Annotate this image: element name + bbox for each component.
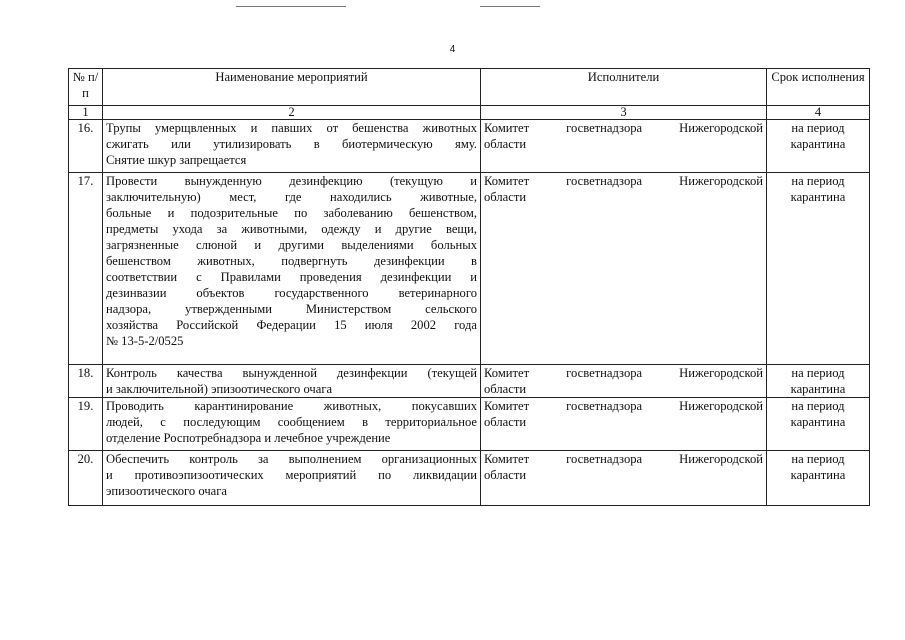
header-term: Срок исполнения <box>767 69 870 106</box>
header-executors: Исполнители <box>481 69 767 106</box>
measure-text-line: и противоэпизоотических мероприятий по ликвидации <box>106 468 477 482</box>
header-num: № п/п <box>69 69 103 106</box>
measure-text-line: Провести вынужденную дезинфекцию (текущую и <box>106 174 477 188</box>
measure-text-line: № 13-5-2/0525 <box>106 334 184 348</box>
measure-description <box>103 451 481 506</box>
column-numbers-row <box>69 106 870 120</box>
measure-text-line: Проводить карантинирование животных, покусавших <box>106 399 477 413</box>
executor <box>481 451 767 506</box>
measure-text-line: людей, с последующим сообщением в территориальное <box>106 415 477 429</box>
measure-description <box>103 173 481 365</box>
column-number: 2 <box>103 106 481 120</box>
measure-text-line: Трупы умерщвленных и павших от бешенства животных <box>106 121 477 135</box>
measure-text-line: Снятие шкур запрещается <box>106 153 247 167</box>
measure-text-line: Контроль качества вынужденной дезинфекции (текущей <box>106 366 477 380</box>
measure-description <box>103 365 481 398</box>
measure-description <box>103 120 481 173</box>
executor-text-line: Комитет госветнадзора Нижегородской <box>484 174 763 188</box>
executor-text-line: области <box>484 468 527 482</box>
scan-mark <box>236 6 346 7</box>
table-header-row <box>69 69 870 106</box>
executor <box>481 365 767 398</box>
measure-text-line: загрязненные слюной и другими выделениями больных <box>106 238 477 252</box>
term: на период карантина <box>767 120 870 173</box>
measure-text-line: сжигать или утилизировать в биотермическую яму. <box>106 137 477 151</box>
table-row <box>69 451 870 506</box>
measure-text-line: Обеспечить контроль за выполнением организационных <box>106 452 477 466</box>
measure-text-line: отделение Роспотребнадзора и лечебное учреждение <box>106 431 391 445</box>
measure-text-line: надзора, утвержденными Министерством сельского <box>106 302 477 316</box>
row-number: 17. <box>69 173 103 365</box>
measure-text-line: больные и подозрительные по заболеванию бешенством, <box>106 206 477 220</box>
executor-text-line: области <box>484 190 527 204</box>
measure-text-line: бешенством животных, подвергнуть дезинфекции в <box>106 254 477 268</box>
column-number: 3 <box>481 106 767 120</box>
row-number: 16. <box>69 120 103 173</box>
term: на период карантина <box>767 398 870 451</box>
executor <box>481 398 767 451</box>
table-row <box>69 398 870 451</box>
executor-text-line: Комитет госветнадзора Нижегородской <box>484 366 763 380</box>
column-number: 4 <box>767 106 870 120</box>
executor <box>481 173 767 365</box>
executor-text-line: области <box>484 415 527 429</box>
term: на период карантина <box>767 173 870 365</box>
header-name: Наименование мероприятий <box>103 69 481 106</box>
table-row <box>69 173 870 365</box>
row-number: 19. <box>69 398 103 451</box>
column-number: 1 <box>69 106 103 120</box>
measure-text-line: заключительную) мест, где находились животные, <box>106 190 477 204</box>
executor <box>481 120 767 173</box>
executor-text-line: области <box>484 137 527 151</box>
table-row <box>69 365 870 398</box>
executor-text-line: Комитет госветнадзора Нижегородской <box>484 121 763 135</box>
measure-text-line: дезинвазии объектов государственного ветеринарного <box>106 286 477 300</box>
row-number: 18. <box>69 365 103 398</box>
measure-text-line: соответствии с Правилами проведения дезинфекции и <box>106 270 477 284</box>
measure-description <box>103 398 481 451</box>
table-row <box>69 120 870 173</box>
measure-text-line: предметы ухода за животными, одежду и другие вещи, <box>106 222 477 236</box>
measure-text-line: и заключительной) эпизоотического очага <box>106 382 333 396</box>
term: на период карантина <box>767 365 870 398</box>
scan-mark <box>480 6 540 7</box>
term: на период карантина <box>767 451 870 506</box>
executor-text-line: Комитет госветнадзора Нижегородской <box>484 399 763 413</box>
measure-text-line: эпизоотического очага <box>106 484 228 498</box>
measure-text-line: хозяйства Российской Федерации 15 июля 2002 года <box>106 318 477 332</box>
row-number: 20. <box>69 451 103 506</box>
measures-table <box>68 68 870 506</box>
executor-text-line: области <box>484 382 527 396</box>
page-number: 4 <box>449 44 456 55</box>
executor-text-line: Комитет госветнадзора Нижегородской <box>484 452 763 466</box>
